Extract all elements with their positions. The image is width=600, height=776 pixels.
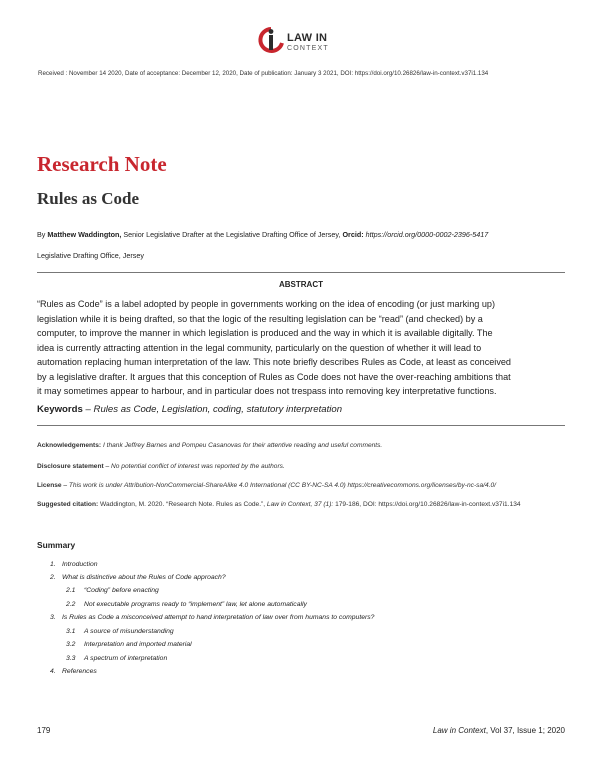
- abstract-line: legislation while it is being drafted, so that the logic of the resulting legislation can be “read” (and checked) by a: [37, 313, 483, 324]
- affiliation: Legislative Drafting Office, Jersey: [37, 251, 144, 260]
- toc-item-title: References: [62, 668, 97, 675]
- paper-title: Rules as Code: [37, 189, 140, 208]
- toc-item[interactable]: [50, 668, 97, 675]
- citation-journal: Law in Context, 37 (1):: [266, 501, 334, 508]
- orcid-label: Orcid:: [342, 230, 364, 239]
- abstract-body: [37, 297, 565, 399]
- law-in-context-logo-icon: [257, 26, 285, 60]
- toc-item-number: 2.: [50, 574, 56, 581]
- section-title: Research Note: [37, 152, 167, 176]
- byline: [37, 230, 577, 239]
- footer-issue: , Vol 37, Issue 1; 2020: [485, 726, 565, 735]
- license: [37, 482, 565, 489]
- toc-item-title: A source of misunderstanding: [84, 628, 174, 635]
- toc-item-number: 3.: [50, 614, 56, 621]
- disclosure-text: – No potential conflict of interest was reported by the authors.: [103, 463, 285, 470]
- divider-top: [37, 272, 565, 273]
- toc-item-title: “Coding” before enacting: [84, 587, 159, 594]
- journal-footer: [433, 726, 565, 735]
- logo-text-line2: CONTEXT: [287, 45, 329, 52]
- logo-text-line1: LAW IN: [287, 32, 328, 44]
- citation-post: 179-186, DOI: https://doi.org/10.26826/law-in-context.v37i1.134: [333, 501, 521, 508]
- toc-item-number: 1.: [50, 561, 56, 568]
- citation-label: Suggested citation:: [37, 501, 99, 508]
- byline-prefix: By: [37, 230, 48, 239]
- toc-item-number: 3.1: [66, 628, 76, 635]
- divider-bottom: [37, 425, 565, 426]
- keywords-dash: –: [82, 404, 94, 415]
- abstract-heading: ABSTRACT: [279, 280, 323, 289]
- acknowledgements-text: I thank Jeffrey Barnes and Pompeu Casanovas for their attentive reading and useful comments.: [101, 442, 383, 449]
- keywords-value: Rules as Code, Legislation, coding, statutory interpretation: [93, 404, 343, 415]
- footer-journal: Law in Context: [432, 726, 486, 735]
- toc-item[interactable]: [50, 614, 374, 621]
- publication-dates: Received : November 14 2020, Date of acceptance: December 12, 2020, Date of publication: January 3 2021, DOI: https://doi.org/10.26826/law-in-context.v37i1.134: [38, 70, 489, 77]
- toc-item[interactable]: [66, 641, 192, 648]
- page-number: 179: [37, 726, 51, 735]
- toc-item[interactable]: [66, 628, 174, 635]
- author-name: Matthew Waddington,: [47, 230, 122, 239]
- abstract-line: “Rules as Code” is a label adopted by people in governments working on the idea of encoding (or just marking up): [37, 299, 495, 309]
- acknowledgements-label: Acknowledgements:: [37, 442, 102, 449]
- toc-item-title: Is Rules as Code a misconceived attempt to hand interpretation of law over from humans to computers?: [62, 614, 375, 621]
- toc-item-title: What is distinctive about the Rules of Code approach?: [62, 574, 226, 581]
- abstract-line: by a legislative drafter. It argues that this conception of Rules as Code does not have the over-reaching ambitions that: [37, 371, 511, 382]
- orcid-link[interactable]: https://orcid.org/0000-0002-2396-5417: [363, 230, 489, 239]
- suggested-citation: [37, 501, 565, 508]
- toc-item-number: 2.1: [66, 587, 76, 594]
- toc-item[interactable]: [66, 587, 159, 594]
- abstract-line: idea is currently attracting attention in the legal community, particularly on the question of whether it will lead to: [37, 342, 482, 353]
- toc-item-number: 3.2: [66, 641, 76, 648]
- toc-item[interactable]: [50, 574, 226, 581]
- abstract-line: it may sometimes appear to harbour, and in particular does not trespass into removing key interpretative functions.: [37, 386, 497, 396]
- toc-item[interactable]: [66, 655, 167, 662]
- toc-item[interactable]: [50, 561, 98, 568]
- abstract-line: automation replacing human interpretation of the law. This note briefly describes Rules as Code, at least as conceived: [37, 357, 511, 367]
- disclosure-statement: [37, 463, 565, 470]
- toc-item-title: A spectrum of interpretation: [84, 655, 168, 662]
- toc-item-title: Introduction: [62, 561, 98, 568]
- toc-item[interactable]: [66, 601, 307, 608]
- toc-item-title: Not executable programs ready to “implement” law, let alone automatically: [84, 601, 307, 608]
- toc-item-number: 2.2: [66, 601, 76, 608]
- acknowledgements: [37, 442, 565, 449]
- author-role: Senior Legislative Drafter at the Legislative Drafting Office of Jersey,: [121, 230, 343, 239]
- keywords-label: Keywords: [37, 404, 83, 415]
- disclosure-label: Disclosure statement: [37, 463, 104, 470]
- summary-heading: Summary: [37, 540, 76, 550]
- citation-pre: Waddington, M. 2020. “Research Note. Rules as Code.”,: [98, 501, 267, 508]
- toc-item-number: 4.: [50, 668, 56, 675]
- toc-item-title: Interpretation and imported material: [84, 641, 192, 648]
- abstract-line: computer, to improve the manner in which legislation is produced and the way in which it is available digitally. The: [37, 328, 493, 338]
- license-text[interactable]: – This work is under Attribution-NonCommercial-ShareAlike 4.0 International (CC BY-NC-SA 4.0) https://creativecommons.org/licenses/by-nc-sa/4.0/: [61, 482, 496, 489]
- journal-logo: [257, 26, 367, 62]
- license-label: License: [37, 482, 62, 489]
- toc-item-number: 3.3: [66, 655, 76, 662]
- keywords: [37, 404, 342, 415]
